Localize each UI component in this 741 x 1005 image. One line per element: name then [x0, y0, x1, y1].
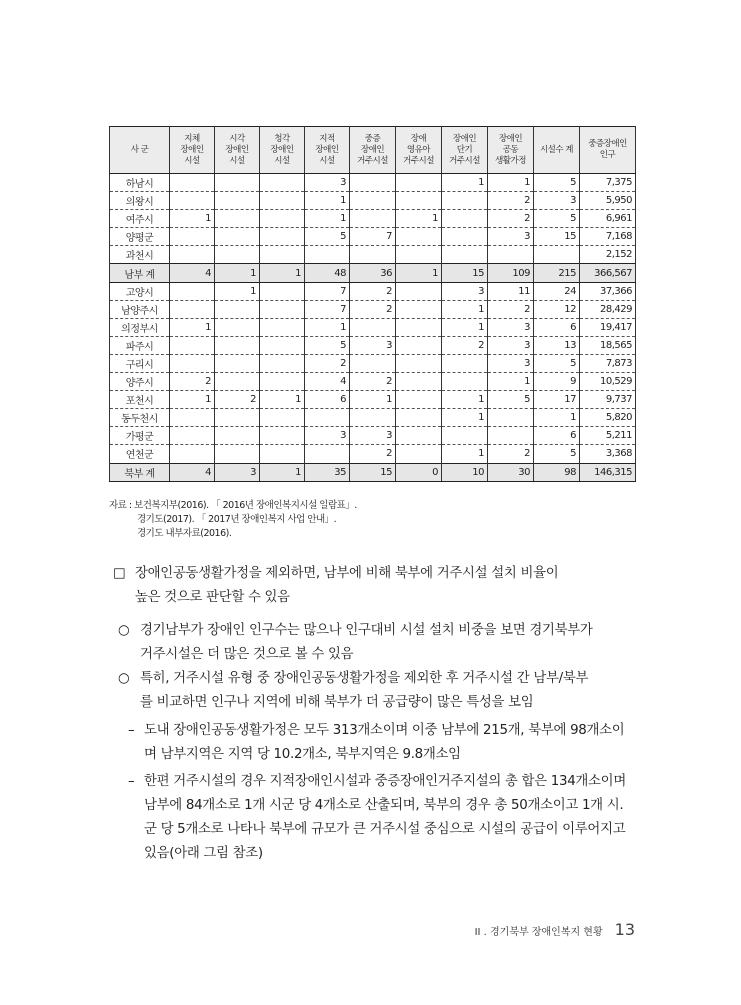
table-cell: 3 — [442, 282, 488, 300]
table-cell: 2 — [350, 300, 396, 318]
table-cell: 30 — [488, 463, 534, 481]
dash-bullet-icon: – — [128, 774, 135, 789]
table-cell: 5 — [305, 228, 350, 246]
table-cell: 6,961 — [580, 210, 636, 228]
table-cell: 17 — [534, 391, 580, 409]
table-row — [110, 336, 636, 354]
table-cell — [260, 427, 305, 445]
table-cell — [170, 282, 215, 300]
table-cell: 36 — [350, 264, 396, 282]
table-cell: 1 — [488, 174, 534, 192]
table-cell — [396, 354, 442, 372]
table-cell — [170, 409, 215, 427]
table-cell: 4 — [305, 373, 350, 391]
table-cell: 15 — [534, 228, 580, 246]
dash-bullet-icon: – — [128, 723, 135, 738]
table-cell: 2 — [442, 336, 488, 354]
table-cell — [170, 192, 215, 210]
table-cell: 1 — [442, 174, 488, 192]
subtotal-row — [110, 463, 636, 481]
table-row — [110, 192, 636, 210]
table-row — [110, 318, 636, 336]
table-cell: 98 — [534, 463, 580, 481]
table-cell: 366,567 — [580, 264, 636, 282]
table-cell: 1 — [305, 192, 350, 210]
table-row — [110, 228, 636, 246]
paragraph-sub — [118, 667, 588, 715]
table-cell: 7,873 — [580, 354, 636, 372]
table-cell: 1 — [534, 409, 580, 427]
region-name: 의정부시 — [110, 318, 170, 336]
table-cell: 3 — [305, 174, 350, 192]
table-cell — [350, 210, 396, 228]
table-cell — [170, 174, 215, 192]
table-cell — [260, 373, 305, 391]
table-cell — [396, 445, 442, 463]
table-cell: 5 — [534, 210, 580, 228]
region-name: 가평군 — [110, 427, 170, 445]
table-cell — [305, 246, 350, 264]
table-cell — [215, 427, 260, 445]
table-cell: 5,950 — [580, 192, 636, 210]
table-cell: 19,417 — [580, 318, 636, 336]
table-cell — [350, 192, 396, 210]
table-cell: 3 — [488, 318, 534, 336]
table-cell — [170, 300, 215, 318]
region-name: 파주시 — [110, 336, 170, 354]
table-cell: 15 — [350, 463, 396, 481]
table-body — [110, 174, 636, 482]
table-cell — [260, 445, 305, 463]
region-name: 고양시 — [110, 282, 170, 300]
table-cell: 5 — [534, 174, 580, 192]
table-row — [110, 409, 636, 427]
region-name: 남부 계 — [110, 264, 170, 282]
table-cell — [170, 427, 215, 445]
table-cell — [396, 174, 442, 192]
table-cell — [396, 391, 442, 409]
table-cell — [170, 354, 215, 372]
paragraph-text: 군 당 5개소로 나타나 북부에 규모가 큰 거주시설 중심으로 시설의 공급이 이루어지고 — [144, 822, 626, 837]
region-name: 의왕시 — [110, 192, 170, 210]
table-cell: 2 — [488, 210, 534, 228]
table-cell: 10 — [442, 463, 488, 481]
table-cell — [305, 409, 350, 427]
paragraph-text: 장애인공동생활가정을 제외하면, 남부에 비해 북부에 거주시설 설치 비율이 — [135, 566, 559, 581]
table-cell — [396, 246, 442, 264]
table-cell — [442, 192, 488, 210]
table-cell: 13 — [534, 336, 580, 354]
table-cell: 1 — [170, 391, 215, 409]
table-cell: 1 — [442, 300, 488, 318]
table-cell: 3 — [534, 192, 580, 210]
table-cell: 2 — [350, 282, 396, 300]
source-note — [109, 499, 357, 541]
region-name: 하남시 — [110, 174, 170, 192]
table-cell — [442, 246, 488, 264]
table-cell: 7 — [305, 282, 350, 300]
table-cell: 0 — [396, 463, 442, 481]
table-cell — [442, 354, 488, 372]
paragraph-text: 거주시설은 더 많은 것으로 볼 수 있음 — [140, 647, 354, 662]
table-cell — [260, 192, 305, 210]
table-cell: 1 — [305, 318, 350, 336]
paragraph-detail — [128, 770, 626, 866]
table-cell — [260, 354, 305, 372]
region-name: 양평군 — [110, 228, 170, 246]
table-cell — [215, 318, 260, 336]
table-cell — [215, 192, 260, 210]
table-cell: 1 — [488, 373, 534, 391]
table-cell — [534, 246, 580, 264]
table-cell — [350, 246, 396, 264]
square-bullet-icon: □ — [113, 566, 126, 581]
table-cell: 2,152 — [580, 246, 636, 264]
table-cell: 12 — [534, 300, 580, 318]
table-row — [110, 373, 636, 391]
table-cell: 3 — [305, 427, 350, 445]
table-cell: 7,375 — [580, 174, 636, 192]
table-cell — [396, 228, 442, 246]
column-header: 지체 장애인 시설 — [170, 127, 215, 174]
table-cell: 215 — [534, 264, 580, 282]
table-cell — [260, 246, 305, 264]
table-cell — [488, 246, 534, 264]
table-cell: 11 — [488, 282, 534, 300]
table-cell: 1 — [305, 210, 350, 228]
table-cell — [442, 210, 488, 228]
table-cell — [396, 300, 442, 318]
table-cell: 6 — [534, 318, 580, 336]
table-cell — [305, 445, 350, 463]
table-cell: 2 — [170, 373, 215, 391]
table-row — [110, 174, 636, 192]
column-header: 장애인 단기 거주시설 — [442, 127, 488, 174]
table-cell: 1 — [260, 391, 305, 409]
table-cell: 28,429 — [580, 300, 636, 318]
source-line: 경기도 내부자료(2016). — [137, 528, 232, 539]
region-name: 양주시 — [110, 373, 170, 391]
table-cell: 3 — [350, 336, 396, 354]
circle-bullet-icon: ○ — [118, 671, 130, 686]
table-cell: 5 — [488, 391, 534, 409]
table-cell — [396, 373, 442, 391]
region-name: 과천시 — [110, 246, 170, 264]
column-header: 중증장애인 인구 — [580, 127, 636, 174]
circle-bullet-icon: ○ — [118, 623, 130, 638]
table-cell: 7 — [305, 300, 350, 318]
column-header: 사 군 — [110, 127, 170, 174]
table-cell: 7,168 — [580, 228, 636, 246]
column-header: 장애 영유아 거주시설 — [396, 127, 442, 174]
table-cell — [442, 228, 488, 246]
table-row — [110, 246, 636, 264]
table-row — [110, 300, 636, 318]
table-cell: 9 — [534, 373, 580, 391]
table-cell: 146,315 — [580, 463, 636, 481]
table-cell — [170, 336, 215, 354]
table-cell: 3 — [488, 354, 534, 372]
table-cell — [396, 282, 442, 300]
table-cell — [215, 373, 260, 391]
table-cell — [260, 174, 305, 192]
table-cell: 6 — [305, 391, 350, 409]
table-cell — [260, 300, 305, 318]
table-cell: 1 — [260, 463, 305, 481]
table-cell — [488, 409, 534, 427]
paragraph-text: 한편 거주시설의 경우 지적장애인시설과 중증장애인거주지설의 총 합은 134개소이며 — [144, 774, 626, 789]
table-cell: 1 — [260, 264, 305, 282]
table-cell: 5 — [534, 354, 580, 372]
column-header: 중증 장애인 거주시설 — [350, 127, 396, 174]
table-cell — [260, 210, 305, 228]
paragraph-text: 도내 장애인공동생활가정은 모두 313개소이며 이중 남부에 215개, 북부에 98개소이 — [144, 723, 625, 738]
chapter-title: II . 경기북부 장애인복지 현황 — [474, 927, 603, 938]
table-cell: 3 — [350, 427, 396, 445]
table-cell: 3 — [215, 463, 260, 481]
table-cell: 3 — [488, 336, 534, 354]
table-cell: 1 — [170, 210, 215, 228]
table-cell: 1 — [396, 264, 442, 282]
region-name: 북부 계 — [110, 463, 170, 481]
paragraph-text: 있음(아래 그림 참조) — [144, 846, 263, 861]
subtotal-row — [110, 264, 636, 282]
table-cell — [396, 336, 442, 354]
table-cell — [396, 192, 442, 210]
column-header: 지적 장애인 시설 — [305, 127, 350, 174]
table-cell: 24 — [534, 282, 580, 300]
table-cell — [260, 282, 305, 300]
table-cell: 1 — [215, 264, 260, 282]
table-row — [110, 210, 636, 228]
table-cell — [215, 210, 260, 228]
table-cell — [260, 409, 305, 427]
source-line: 경기도(2017). 「 2017년 장애인복지 사업 안내」. — [137, 514, 337, 525]
table-cell — [215, 445, 260, 463]
column-header: 시설수 계 — [534, 127, 580, 174]
table-cell — [215, 336, 260, 354]
table-cell — [215, 246, 260, 264]
paragraph-text: 남부에 84개소로 1개 시군 당 4개소로 산출되며, 북부의 경우 총 50개소이고 1개 시. — [144, 798, 624, 813]
region-name: 동두천시 — [110, 409, 170, 427]
table-header-row — [110, 127, 636, 174]
paragraph-text: 높은 것으로 판단할 수 있음 — [135, 590, 290, 605]
table-cell — [215, 354, 260, 372]
paragraph-text: 특히, 거주시설 유형 중 장애인공동생활가정을 제외한 후 거주시설 간 남부/북부 — [140, 671, 589, 686]
table-row — [110, 445, 636, 463]
paragraph-main — [113, 562, 558, 610]
table-cell: 2 — [305, 354, 350, 372]
region-name: 포천시 — [110, 391, 170, 409]
table-cell — [442, 373, 488, 391]
paragraph-text: 며 남부지역은 지역 당 10.2개소, 북부지역은 9.8개소임 — [144, 747, 461, 762]
region-name: 여주시 — [110, 210, 170, 228]
table-cell — [170, 246, 215, 264]
column-header: 청각 장애인 시설 — [260, 127, 305, 174]
table-cell: 2 — [488, 192, 534, 210]
table-cell: 1 — [396, 210, 442, 228]
table-cell: 1 — [442, 391, 488, 409]
table-cell — [215, 409, 260, 427]
page-number: 13 — [614, 920, 635, 939]
table-cell: 1 — [215, 282, 260, 300]
table-cell: 5 — [305, 336, 350, 354]
region-name: 구리시 — [110, 354, 170, 372]
table-cell: 1 — [442, 445, 488, 463]
table-cell — [215, 174, 260, 192]
table-row — [110, 354, 636, 372]
table-row — [110, 391, 636, 409]
paragraph-text: 경기남부가 장애인 인구수는 많으나 인구대비 시설 설치 비중을 보면 경기북부가 — [140, 623, 593, 638]
table-cell — [396, 318, 442, 336]
table-cell: 2 — [350, 445, 396, 463]
table-cell — [170, 445, 215, 463]
table-cell: 5,820 — [580, 409, 636, 427]
paragraph-detail — [128, 719, 624, 767]
table-row — [110, 282, 636, 300]
table-cell: 4 — [170, 463, 215, 481]
table-cell: 1 — [442, 409, 488, 427]
table-cell: 7 — [350, 228, 396, 246]
column-header: 장애인 공동 생활가정 — [488, 127, 534, 174]
table-cell: 5 — [534, 445, 580, 463]
table-cell — [442, 427, 488, 445]
table-cell: 2 — [350, 373, 396, 391]
table-cell: 109 — [488, 264, 534, 282]
table-cell: 2 — [488, 300, 534, 318]
paragraph-text: 를 비교하면 인구나 지역에 비해 북부가 더 공급량이 많은 특성을 보임 — [140, 695, 534, 710]
table-cell — [215, 300, 260, 318]
table-cell: 2 — [215, 391, 260, 409]
table-cell — [260, 228, 305, 246]
table-cell: 2 — [488, 445, 534, 463]
source-line: 자료 : 보건복지부(2016). 「 2016년 장애인복지시설 일람표」. — [109, 500, 357, 511]
table-cell — [215, 228, 260, 246]
table-cell — [170, 228, 215, 246]
paragraph-sub — [118, 619, 593, 667]
table-cell: 1 — [350, 391, 396, 409]
table-cell — [350, 174, 396, 192]
table-cell: 3,368 — [580, 445, 636, 463]
facility-table — [109, 126, 636, 482]
region-name: 남양주시 — [110, 300, 170, 318]
table-cell: 3 — [488, 228, 534, 246]
table-cell — [396, 409, 442, 427]
table-cell — [488, 427, 534, 445]
table-cell: 4 — [170, 264, 215, 282]
table-cell: 9,737 — [580, 391, 636, 409]
table-cell — [260, 318, 305, 336]
table-cell: 5,211 — [580, 427, 636, 445]
table-cell: 1 — [170, 318, 215, 336]
table-cell — [396, 427, 442, 445]
table-cell: 35 — [305, 463, 350, 481]
region-name: 연천군 — [110, 445, 170, 463]
table-cell — [260, 336, 305, 354]
table-cell: 18,565 — [580, 336, 636, 354]
table-cell: 1 — [442, 318, 488, 336]
page-footer — [475, 920, 635, 939]
table-cell — [350, 318, 396, 336]
table-cell: 48 — [305, 264, 350, 282]
table-cell: 37,366 — [580, 282, 636, 300]
table-cell: 6 — [534, 427, 580, 445]
table-cell — [350, 354, 396, 372]
column-header: 시각 장애인 시설 — [215, 127, 260, 174]
table-cell: 15 — [442, 264, 488, 282]
table-row — [110, 427, 636, 445]
table-cell: 10,529 — [580, 373, 636, 391]
table-cell — [350, 409, 396, 427]
